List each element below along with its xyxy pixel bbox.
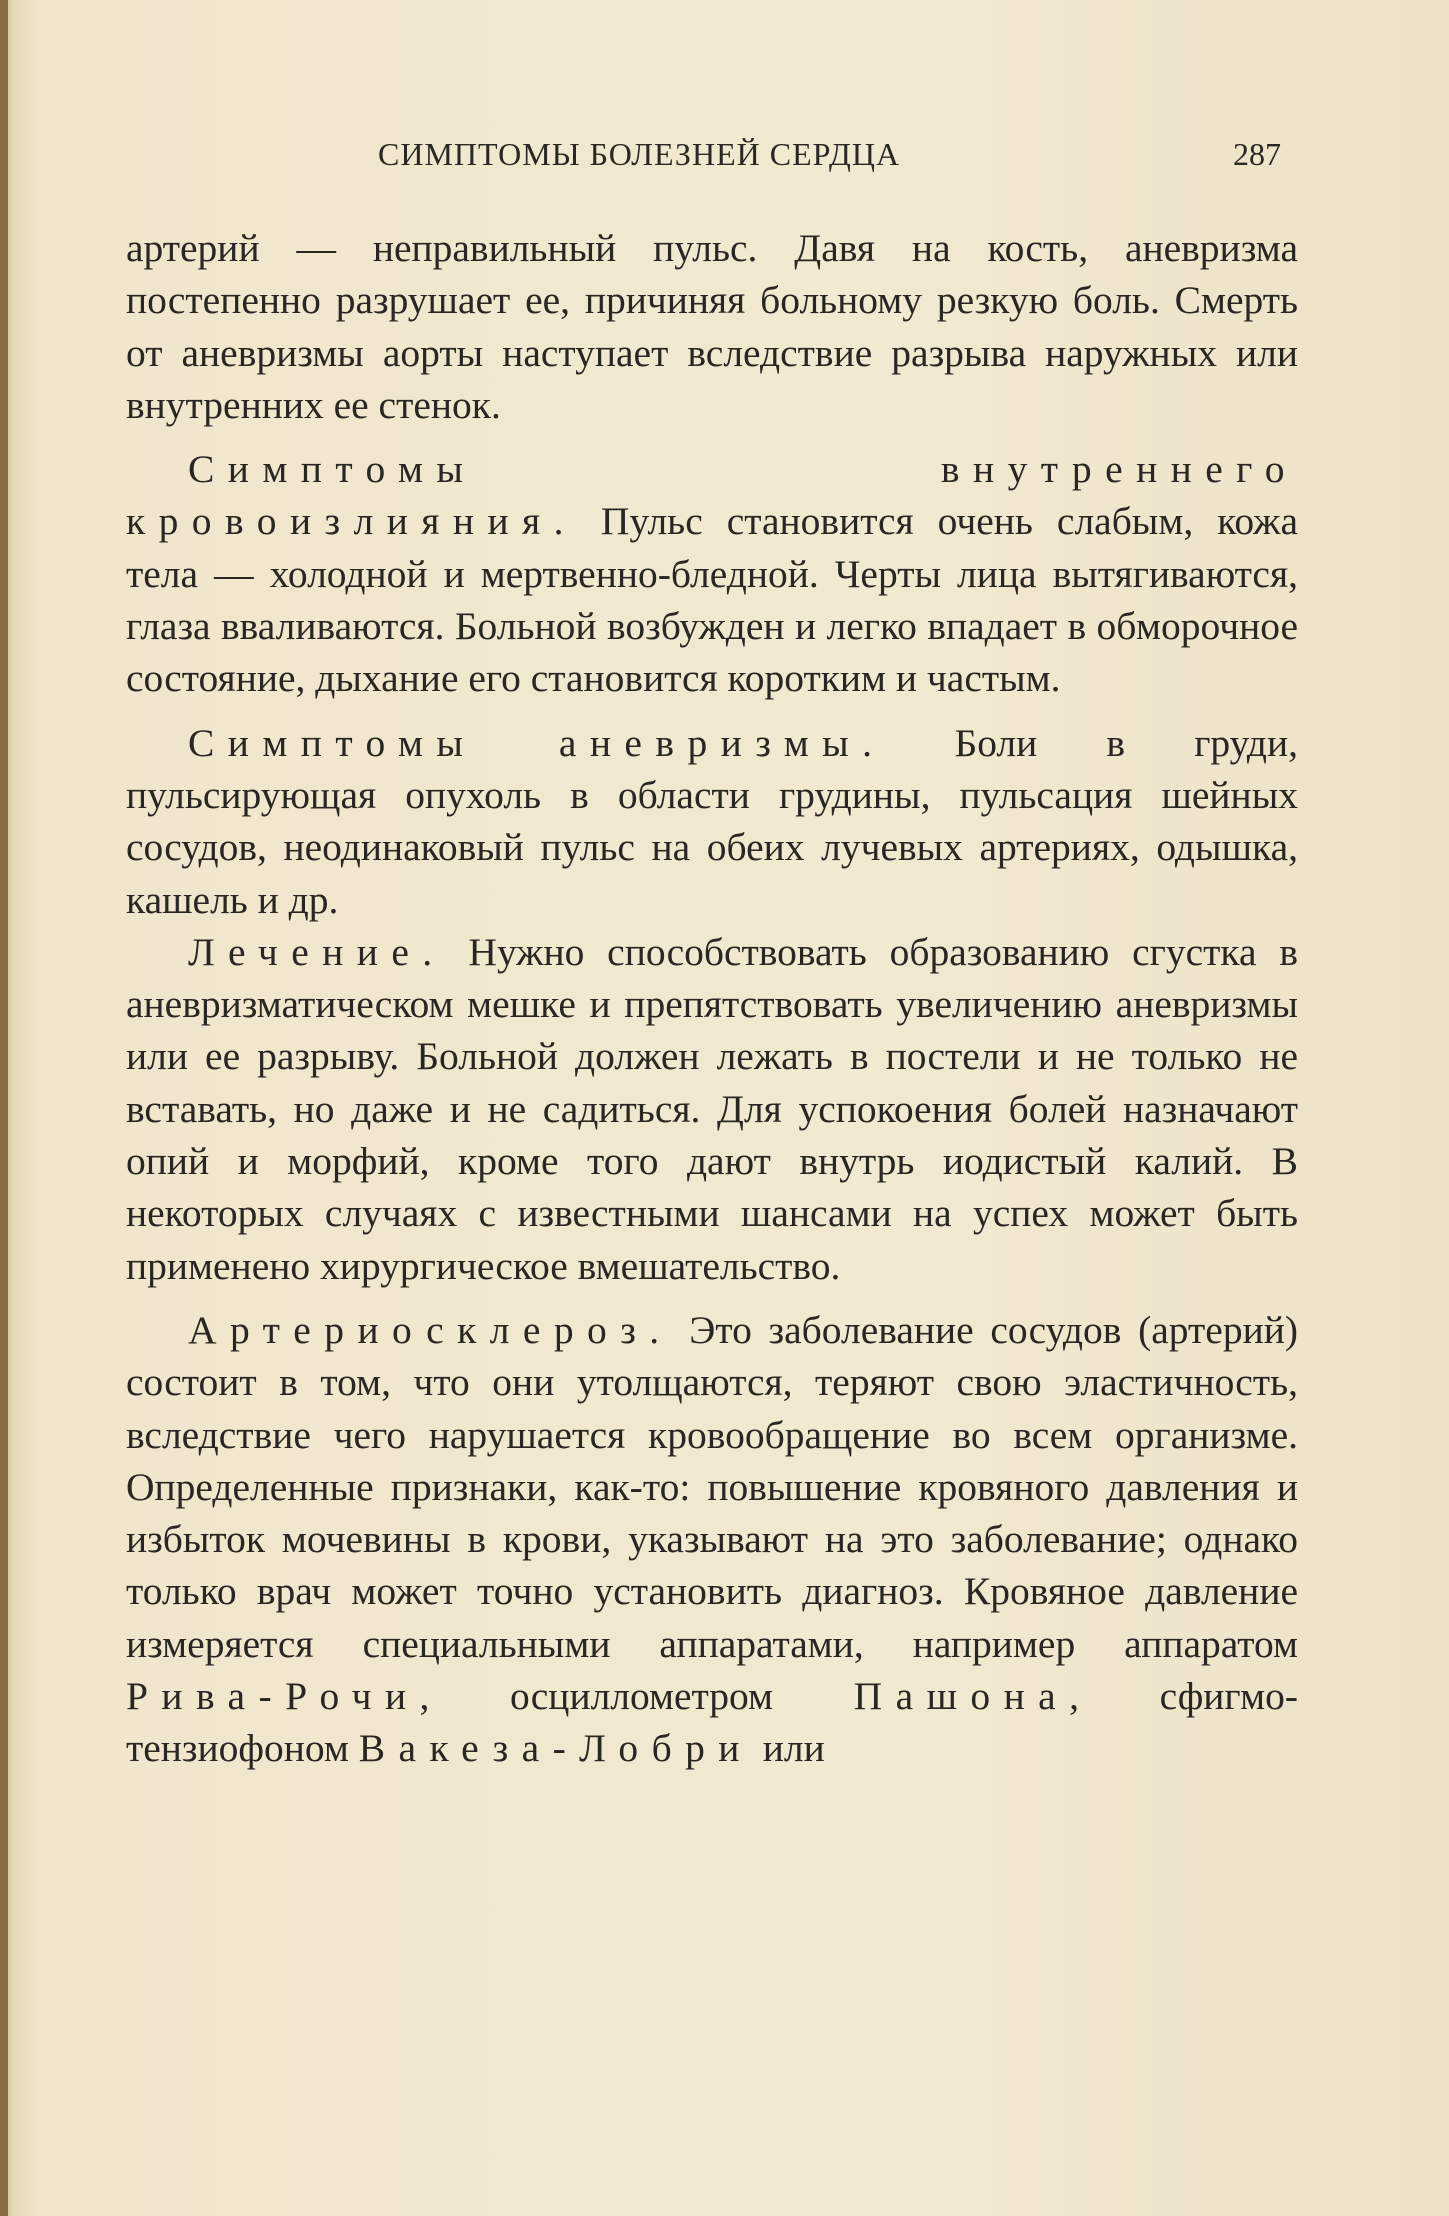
paragraph-text: артерий — неправильный пульс. Давя на кость, аневризма постепенно разрушает ее, причиняя больному резкую боль. Смерть от аневризмы аорты наступает вследствие разрыва наружных или внутренних ее стенок. [126,226,1298,427]
section-lead-treatment: Лечение. [188,929,446,974]
page-number: 287 [1233,136,1281,172]
person-name-vaquez-laubry: Вакеза-Лобри [358,1726,753,1771]
paragraph-arteriosclerosis [126,1304,1298,1775]
paragraph-text: Это заболевание сосудов (артерий) состоит в том, что они утолщаются, теряют свою эластичность, вследствие чего нарушается кровообращение во всем организме. Определенные признаки, как-то: повышение кровяного давления и избыток мочевины в крови, указывают на это заболевание; однако только врач может точно установить диагноз. Кровяное давление измеряется специальными аппаратами, например аппаратом [126,1307,1298,1666]
paragraph-gap [126,705,1298,717]
paragraph-internal-bleeding [126,443,1298,704]
book-spine-edge [0,0,8,2216]
paragraph-continuation [126,222,1298,431]
paragraph-text: , осциллометром [419,1674,854,1719]
paragraph-text: или [752,1726,825,1771]
paragraph-text: , сфигмо-тензиофоном [126,1674,1299,1771]
paragraph-text: Нужно способствовать образованию сгустка в аневризматическом мешке и препятствовать увеличению аневризмы или ее разрыву. Больной должен лежать в постели и не только не вставать, но даже и не садиться. Для успокоения болей назначают опий и морфий, кроме того дают внутрь иодистый калий. В некоторых случаях с известными шансами на успех может быть применено хирургическое вмешательство. [126,929,1298,1288]
paragraph-treatment [126,926,1298,1292]
person-name-pachon: Пашона [853,1674,1070,1719]
running-header-title: СИМПТОМЫ БОЛЕЗНЕЙ СЕРДЦА [378,136,901,172]
paragraph-text: Пульс становится очень слабым, кожа тела — холодной и мертвенно-бледной. Черты лица вытягиваются, глаза вваливаются. Больной возбужден и легко впадает в обморочное состояние, дыхание его становится коротким и частым. [126,499,1298,701]
paragraph-aneurysm-symptoms [126,717,1298,926]
paragraph-gap [126,431,1298,443]
page-body [126,222,1298,1775]
person-name-riva-rocci: Рива-Рочи [126,1674,420,1719]
section-lead-aneurysm: Симптомы аневризмы. [188,720,886,765]
paragraph-gap [126,1292,1298,1304]
section-lead-arteriosclerosis: Артериосклероз. [188,1307,673,1352]
running-header [0,136,1449,186]
paragraph-text: Боли в груди, пульсирующая опухоль в области грудины, пульсация шейных сосудов, неодинаковый пульс на обеих лучевых артериях, одышка, кашель и др. [126,720,1298,922]
section-lead-internal-bleeding: Симптомы внутреннего кровоизлияния. [126,447,1298,544]
